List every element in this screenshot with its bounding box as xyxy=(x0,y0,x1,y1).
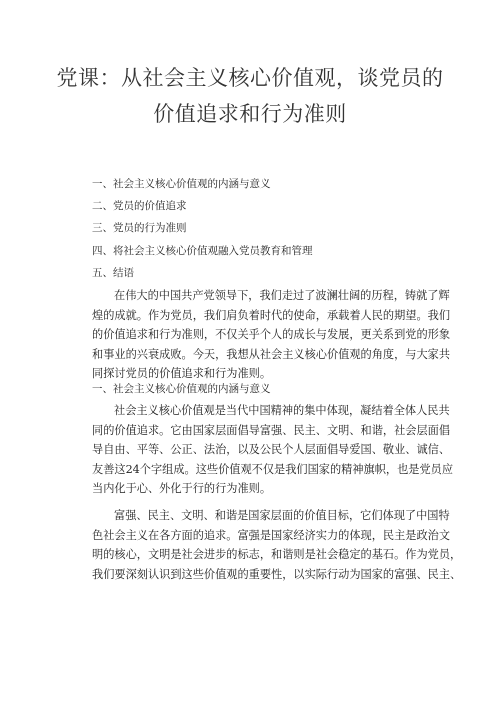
intro-line-2: 煌的成就。作为党员，我们肩负着时代的使命，承载着人民的期望。我们 xyxy=(92,308,451,322)
toc-item-2: 二、党员的价值追求 xyxy=(92,200,187,212)
s1p2-line-3: 明的核心，文明是社会进步的标志，和谐则是社会稳定的基石。作为党员， xyxy=(92,548,462,561)
s1p1-line-1: 社会主义核心价值观是当代中国精神的集中体现，凝结着全体人民共 xyxy=(114,404,450,417)
s1p2-line-4: 我们要深刻认识到这些价值观的重要性，以实际行动为国家的富强、民主、 xyxy=(92,567,462,581)
intro-line-3: 的价值追求和行为准则，不仅关乎个人的成长与发展，更关系到党的形象 xyxy=(92,328,451,341)
document-title-line-1: 党课：从社会主义核心价值观，谈党员的 xyxy=(56,66,444,90)
toc-item-1: 一、社会主义核心价值观的内涵与意义 xyxy=(92,178,271,190)
section-1-heading: 一、社会主义核心价值观的内涵与意义 xyxy=(92,383,271,395)
intro-line-5: 同探讨党员的价值追求和行为准则。 xyxy=(92,367,272,380)
toc-item-4: 四、将社会主义核心价值观融入党员教育和管理 xyxy=(92,245,313,257)
intro-line-4: 和事业的兴衰成败。今天，我想从社会主义核心价值观的角度，与大家共 xyxy=(92,347,451,361)
s1p1-line-2: 同的价值追求。它由国家层面倡导富强、民主、文明、和谐，社会层面倡 xyxy=(92,423,451,437)
s1p2-line-1: 富强、民主、文明、和谐是国家层面的价值目标，它们体现了中国特 xyxy=(114,509,450,522)
toc-item-5: 五、结语 xyxy=(92,267,134,279)
section-1-paragraph-2 xyxy=(92,506,462,584)
s1p1-line-4: 友善这24个字组成。这些价值观不仅是我们国家的精神旗帜，也是党员应 xyxy=(92,462,454,476)
s1p1-line-3: 导自由、平等、公正、法治，以及公民个人层面倡导爱国、敬业、诚信、 xyxy=(92,443,451,456)
toc-item-3: 三、党员的行为准则 xyxy=(92,222,187,234)
intro-line-1: 在伟大的中国共产党领导下，我们走过了波澜壮阔的历程，铸就了辉 xyxy=(114,289,450,302)
s1p1-line-5: 当内化于心、外化于行的行为准则。 xyxy=(92,482,272,495)
intro-paragraph xyxy=(92,286,451,384)
s1p2-line-2: 色社会主义在各方面的追求。富强是国家经济实力的体现，民主是政治文 xyxy=(92,528,451,542)
document-title-line-2: 价值追求和行为准则 xyxy=(153,102,347,126)
section-1-paragraph-1 xyxy=(92,401,454,499)
